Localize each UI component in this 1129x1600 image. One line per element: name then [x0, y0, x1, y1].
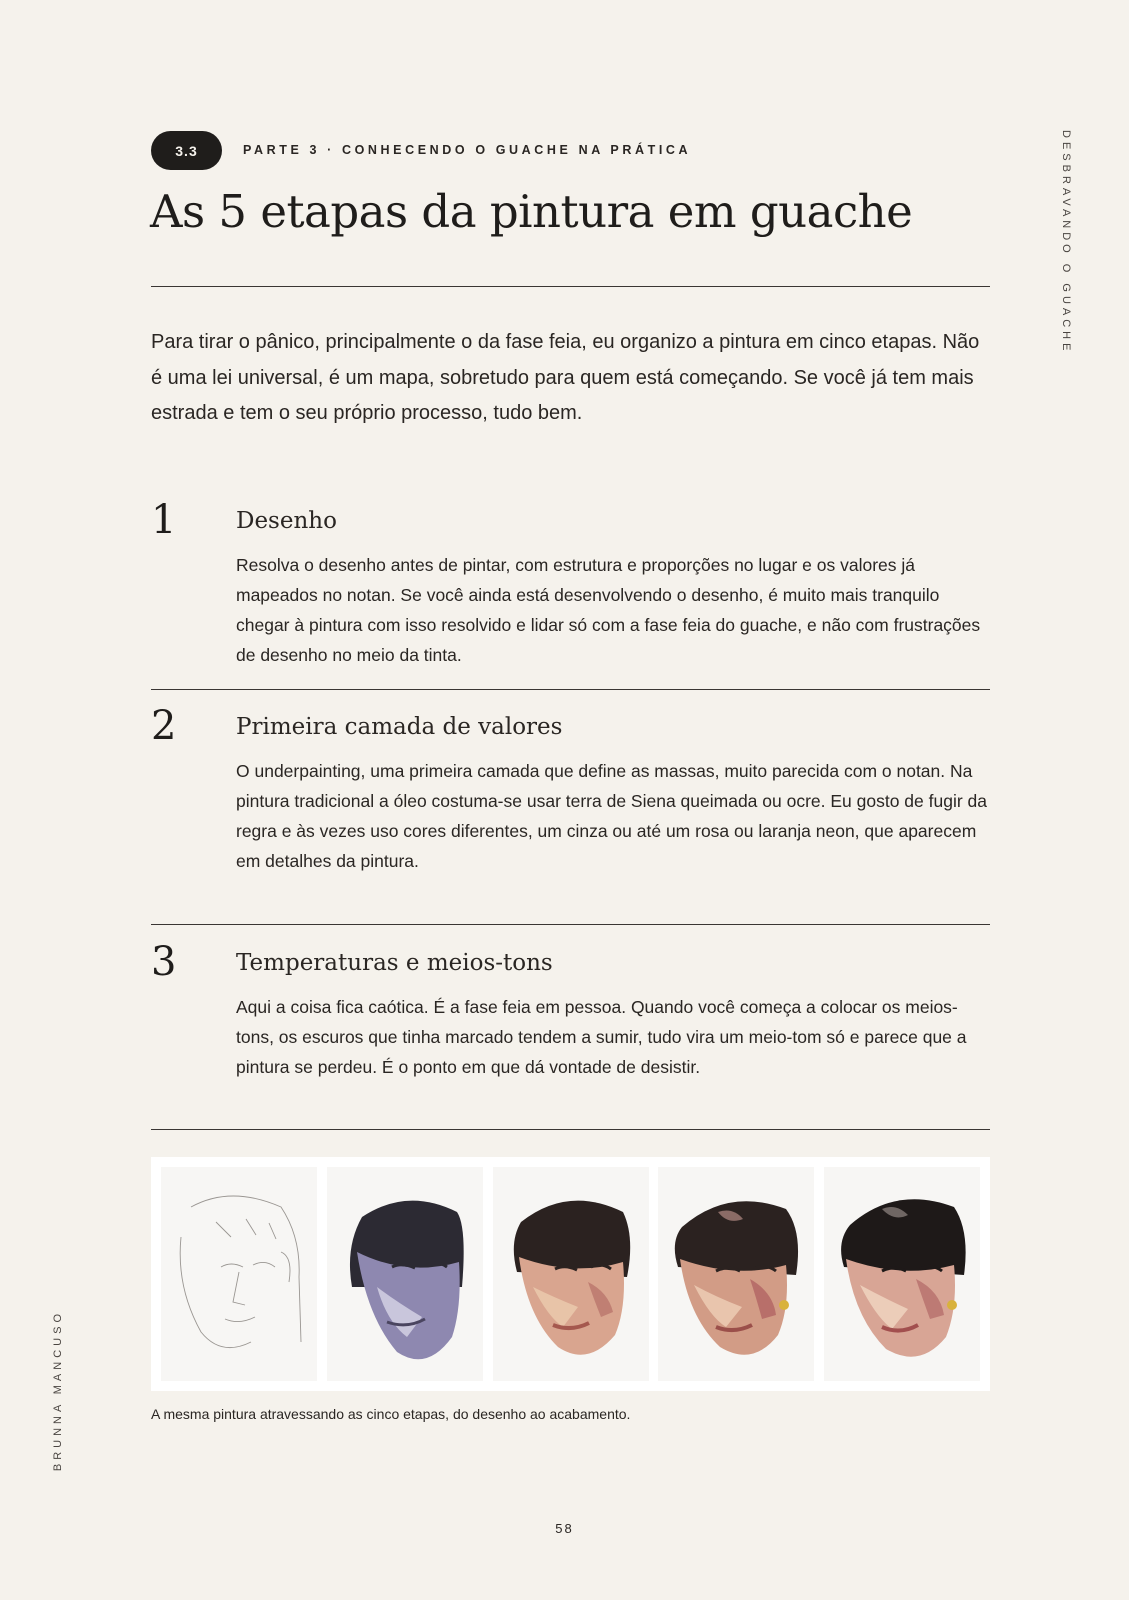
intro-paragraph: Para tirar o pânico, principalmente o da fase feia, eu organizo a pintura em cinco etapas. Não é uma lei universal, é um mapa, sobretudo para quem está começando. Se você já tem mais estrada e tem o seu próprio processo, tudo bem.	[151, 331, 980, 424]
stage-details-image	[658, 1167, 814, 1381]
stage-sketch-image	[161, 1167, 317, 1381]
figure-caption: A mesma pintura atravessando as cinco etapas, do desenho ao acabamento.	[151, 1406, 631, 1422]
step-item	[151, 939, 991, 1102]
page-title: As 5 etapas da pintura em guache	[150, 185, 913, 238]
step-number: 1	[151, 497, 177, 543]
page-number: 58	[555, 1521, 574, 1536]
step-title: Primeira camada de valores	[236, 714, 563, 740]
step-title: Temperaturas e meios-tons	[236, 950, 553, 976]
title-divider	[151, 286, 990, 287]
step-item	[151, 497, 991, 670]
painting-stages-figure	[151, 1157, 990, 1391]
step-divider	[151, 689, 990, 690]
step-divider	[151, 924, 990, 925]
step-number: 3	[151, 939, 177, 985]
step-title: Desenho	[236, 508, 337, 534]
step-item	[151, 703, 991, 906]
stage-finishing-image	[824, 1167, 980, 1381]
running-head-author: BRUNNA MANCUSO	[52, 1310, 64, 1472]
stage-underpainting-image	[327, 1167, 483, 1381]
step-body: O underpainting, uma primeira camada que define as massas, muito parecida com o notan. Na pintura tradicional a óleo costuma-se usar terra de Siena queimada ou ocre. Eu gosto de fugir da regra e às vezes uso cores diferentes, um cinza ou até um rosa ou laranja neon, que aparecem em detalhes da pintura.	[236, 761, 988, 871]
step-body: Resolva o desenho antes de pintar, com estrutura e proporções no lugar e os valores já mapeados no notan. Se você ainda está desenvolvendo o desenho, é muito mais tranquilo chegar à pintura com isso resolvido e lidar só com a fase feia do guache, e não com frustrações de desenho no meio da tinta.	[236, 555, 981, 665]
stage-temperatures-image	[493, 1167, 649, 1381]
section-number-badge: 3.3	[151, 131, 222, 170]
step-number: 2	[151, 703, 177, 749]
step-body: Aqui a coisa fica caótica. É a fase feia em pessoa. Quando você começa a colocar os meios-tons, os escuros que tinha marcado tendem a sumir, tudo vira um meio-tom só e parece que a pintura se perdeu. É o ponto em que dá vontade de desistir.	[236, 997, 967, 1077]
step-divider	[151, 1129, 990, 1130]
running-head-book-title: DESBRAVANDO O GUACHE	[1060, 130, 1072, 355]
part-label: PARTE 3 · CONHECENDO O GUACHE NA PRÁTICA	[243, 143, 692, 157]
